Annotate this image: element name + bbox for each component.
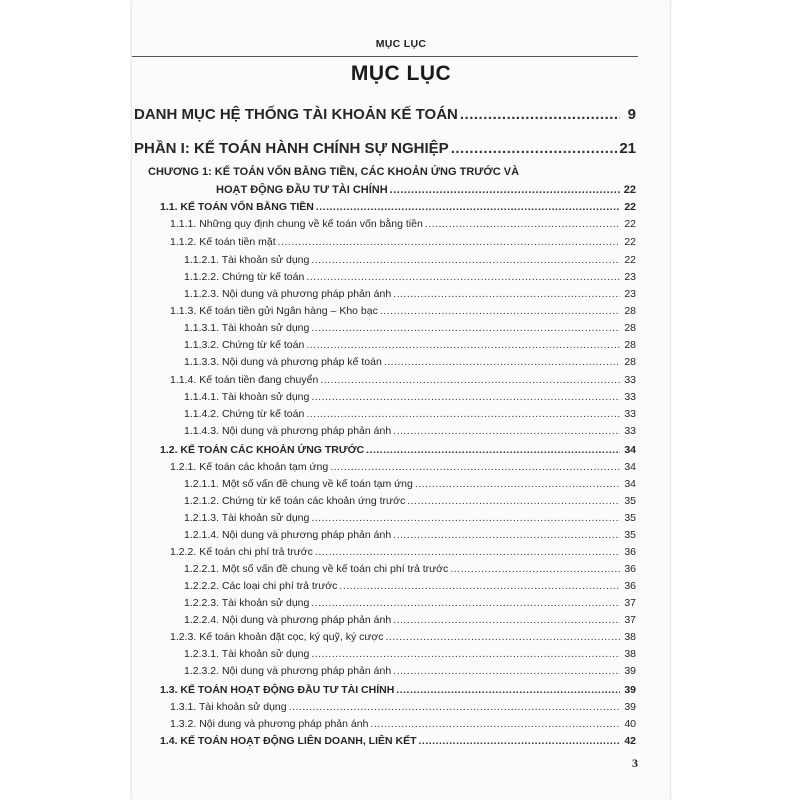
toc-page: 39 xyxy=(624,701,636,713)
toc-page: 39 xyxy=(624,665,636,677)
toc-label: DANH MỤC HỆ THỐNG TÀI KHOẢN KẾ TOÁN xyxy=(134,106,458,123)
leader-dots xyxy=(393,665,620,677)
leader-dots xyxy=(311,391,620,403)
toc-page: 33 xyxy=(624,391,636,403)
toc-label: 1.2.2. Kế toán chi phí trả trước xyxy=(170,546,313,558)
toc-page: 35 xyxy=(624,495,636,507)
toc-label: 1.3.1. Tài khoản sử dụng xyxy=(170,701,287,713)
toc-label: 1.1.3.2. Chứng từ kế toán xyxy=(184,339,305,351)
toc-label: 1.2.3. Kế toán khoản đặt cọc, ký quỹ, ký cược xyxy=(170,631,384,643)
leader-dots xyxy=(289,701,620,713)
leader-dots xyxy=(460,106,620,123)
page-number: 3 xyxy=(632,756,638,770)
toc-label: 1.1.4. Kế toán tiền đang chuyển xyxy=(170,374,319,386)
toc-label: 1.1.3. Kế toán tiền gửi Ngân hàng – Kho bạc xyxy=(170,305,378,317)
toc-entry[interactable] xyxy=(184,512,636,524)
toc-page: 34 xyxy=(624,461,636,473)
toc-entry[interactable] xyxy=(170,718,636,730)
leader-dots xyxy=(393,425,620,437)
leader-dots xyxy=(306,408,620,420)
page-title: MỤC LỤC xyxy=(350,62,452,85)
toc-page: 28 xyxy=(624,322,636,334)
toc-label: 1.3.2. Nội dung và phương pháp phản ánh xyxy=(170,718,369,730)
leader-dots xyxy=(386,631,620,643)
toc-entry[interactable] xyxy=(170,546,636,558)
toc-label: 1.3. KẾ TOÁN HOẠT ĐỘNG ĐẦU TƯ TÀI CHÍNH xyxy=(160,684,395,696)
toc-page: 23 xyxy=(624,271,636,283)
toc-entry[interactable] xyxy=(170,218,636,230)
toc-label: 1.1.2. Kế toán tiền mặt xyxy=(170,236,276,248)
toc-label: 1.2.1.3. Tài khoản sử dụng xyxy=(184,512,310,524)
toc-page: 33 xyxy=(624,425,636,437)
leader-dots xyxy=(311,597,620,609)
toc-page: 33 xyxy=(624,408,636,420)
toc-entry[interactable] xyxy=(184,529,636,541)
toc-label: 1.2.2.1. Một số vấn đề chung về kế toán chi phí trả trước xyxy=(184,563,449,575)
toc-entry[interactable] xyxy=(184,580,636,592)
toc-page: 34 xyxy=(624,478,636,490)
toc-entry[interactable] xyxy=(184,665,636,677)
toc-page: 28 xyxy=(624,305,636,317)
toc-page: 34 xyxy=(624,444,636,456)
leader-dots xyxy=(393,288,620,300)
toc-entry[interactable] xyxy=(170,305,636,317)
toc-entry[interactable] xyxy=(160,201,636,213)
leader-dots xyxy=(370,718,620,730)
toc-page: 36 xyxy=(624,580,636,592)
toc-label: 1.4. KẾ TOÁN HOẠT ĐỘNG LIÊN DOANH, LIÊN KẾT xyxy=(160,735,417,747)
toc-entry[interactable] xyxy=(160,444,636,456)
leader-dots xyxy=(339,580,620,592)
leader-dots xyxy=(393,614,620,626)
toc-entry[interactable] xyxy=(184,408,636,420)
toc-entry-chapter1[interactable] xyxy=(216,184,636,196)
toc-entry[interactable] xyxy=(184,425,636,437)
toc-label: 1.1.4.1. Tài khoản sử dụng xyxy=(184,391,310,403)
leader-dots xyxy=(393,529,620,541)
leader-dots xyxy=(450,563,620,575)
toc-entry[interactable] xyxy=(160,684,636,696)
toc-entry[interactable] xyxy=(184,495,636,507)
toc-label: 1.2.1.2. Chứng từ kế toán các khoản ứng trước xyxy=(184,495,406,507)
toc-label: 1.2.2.3. Tài khoản sử dụng xyxy=(184,597,310,609)
leader-dots xyxy=(380,305,620,317)
leader-dots xyxy=(384,356,620,368)
toc-page: 38 xyxy=(624,648,636,660)
toc-page: 35 xyxy=(624,512,636,524)
toc-label: 1.2.3.1. Tài khoản sử dụng xyxy=(184,648,310,660)
toc-label: 1.1.2.1. Tài khoản sử dụng xyxy=(184,254,310,266)
toc-label: 1.1.4.2. Chứng từ kế toán xyxy=(184,408,305,420)
toc-page: 36 xyxy=(624,546,636,558)
toc-entry[interactable] xyxy=(184,339,636,351)
toc-entry-part1[interactable] xyxy=(134,140,636,157)
header-rule xyxy=(132,56,638,57)
leader-dots xyxy=(311,648,620,660)
toc-label: 1.2.2.2. Các loại chi phí trả trước xyxy=(184,580,338,592)
leader-dots xyxy=(390,184,620,196)
leader-dots xyxy=(306,271,620,283)
toc-entry[interactable] xyxy=(184,478,636,490)
toc-entry[interactable] xyxy=(184,356,636,368)
leader-dots xyxy=(278,236,620,248)
toc-label: 1.2.1.4. Nội dung và phương pháp phản ánh xyxy=(184,529,392,541)
toc-label: PHẦN I: KẾ TOÁN HÀNH CHÍNH SỰ NGHIỆP xyxy=(134,140,449,157)
leader-dots xyxy=(306,339,620,351)
toc-label: 1.1.2.2. Chứng từ kế toán xyxy=(184,271,305,283)
toc-entry[interactable] xyxy=(184,391,636,403)
toc-label: HOẠT ĐỘNG ĐẦU TƯ TÀI CHÍNH xyxy=(216,184,388,196)
toc-entry[interactable] xyxy=(170,236,636,248)
toc-page: 39 xyxy=(624,684,636,696)
toc-entry[interactable] xyxy=(184,648,636,660)
toc-entry[interactable] xyxy=(184,322,636,334)
toc-page: 22 xyxy=(623,184,636,196)
toc-page: 38 xyxy=(624,631,636,643)
leader-dots xyxy=(311,512,620,524)
toc-entry-accounts[interactable] xyxy=(134,106,636,123)
toc-entry[interactable] xyxy=(160,735,636,747)
toc-page: 22 xyxy=(624,254,636,266)
toc-entry[interactable] xyxy=(170,701,636,713)
toc-page: 42 xyxy=(624,735,636,747)
toc-label: 1.1. KẾ TOÁN VỐN BẰNG TIỀN xyxy=(160,201,314,213)
toc-page: 36 xyxy=(624,563,636,575)
toc-page: 21 xyxy=(619,140,636,157)
leader-dots xyxy=(316,201,620,213)
toc-page: 40 xyxy=(624,718,636,730)
leader-dots xyxy=(311,254,620,266)
toc-page: 28 xyxy=(624,339,636,351)
toc-entry[interactable] xyxy=(170,631,636,643)
running-header: MỤC LỤC xyxy=(375,38,427,50)
toc-entry[interactable] xyxy=(170,461,636,473)
document-page xyxy=(132,0,670,800)
leader-dots xyxy=(330,461,620,473)
toc-label: 1.1.3.3. Nội dung và phương pháp kế toán xyxy=(184,356,382,368)
toc-entry[interactable] xyxy=(184,614,636,626)
toc-label: 1.2.1. Kế toán các khoản tạm ứng xyxy=(170,461,329,473)
toc-entry[interactable] xyxy=(184,563,636,575)
leader-dots xyxy=(320,374,620,386)
toc-page: 33 xyxy=(624,374,636,386)
leader-dots xyxy=(396,684,620,696)
leader-dots xyxy=(407,495,620,507)
toc-entry[interactable] xyxy=(184,271,636,283)
leader-dots xyxy=(315,546,620,558)
toc-label: 1.2.3.2. Nội dung và phương pháp phản ánh xyxy=(184,665,392,677)
chapter-1-title-line1[interactable]: CHƯƠNG 1: KẾ TOÁN VỐN BẰNG TIỀN, CÁC KHOẢN ỨNG TRƯỚC VÀ xyxy=(148,166,520,178)
toc-page: 35 xyxy=(624,529,636,541)
toc-page: 37 xyxy=(624,614,636,626)
toc-entry[interactable] xyxy=(184,288,636,300)
leader-dots xyxy=(451,140,618,157)
toc-label: 1.2.2.4. Nội dung và phương pháp phản ánh xyxy=(184,614,392,626)
toc-label: 1.1.2.3. Nội dung và phương pháp phản ánh xyxy=(184,288,392,300)
toc-label: 1.1.4.3. Nội dung và phương pháp phản ánh xyxy=(184,425,392,437)
leader-dots xyxy=(419,735,621,747)
toc-page: 9 xyxy=(627,106,636,123)
toc-page: 37 xyxy=(624,597,636,609)
leader-dots xyxy=(425,218,620,230)
toc-page: 22 xyxy=(624,218,636,230)
leader-dots xyxy=(415,478,620,490)
toc-entry[interactable] xyxy=(184,597,636,609)
toc-entry[interactable] xyxy=(170,374,636,386)
toc-label: 1.2.1.1. Một số vấn đề chung về kế toán tạm ứng xyxy=(184,478,413,490)
toc-label: 1.1.3.1. Tài khoản sử dụng xyxy=(184,322,310,334)
leader-dots xyxy=(366,444,620,456)
toc-page: 22 xyxy=(624,201,636,213)
toc-page: 23 xyxy=(624,288,636,300)
toc-label: 1.2. KẾ TOÁN CÁC KHOẢN ỨNG TRƯỚC xyxy=(160,444,365,456)
toc-entry[interactable] xyxy=(184,254,636,266)
toc-label: 1.1.1. Những quy định chung về kế toán vốn bằng tiền xyxy=(170,218,423,230)
leader-dots xyxy=(311,322,620,334)
toc-page: 28 xyxy=(624,356,636,368)
toc-page: 22 xyxy=(624,236,636,248)
